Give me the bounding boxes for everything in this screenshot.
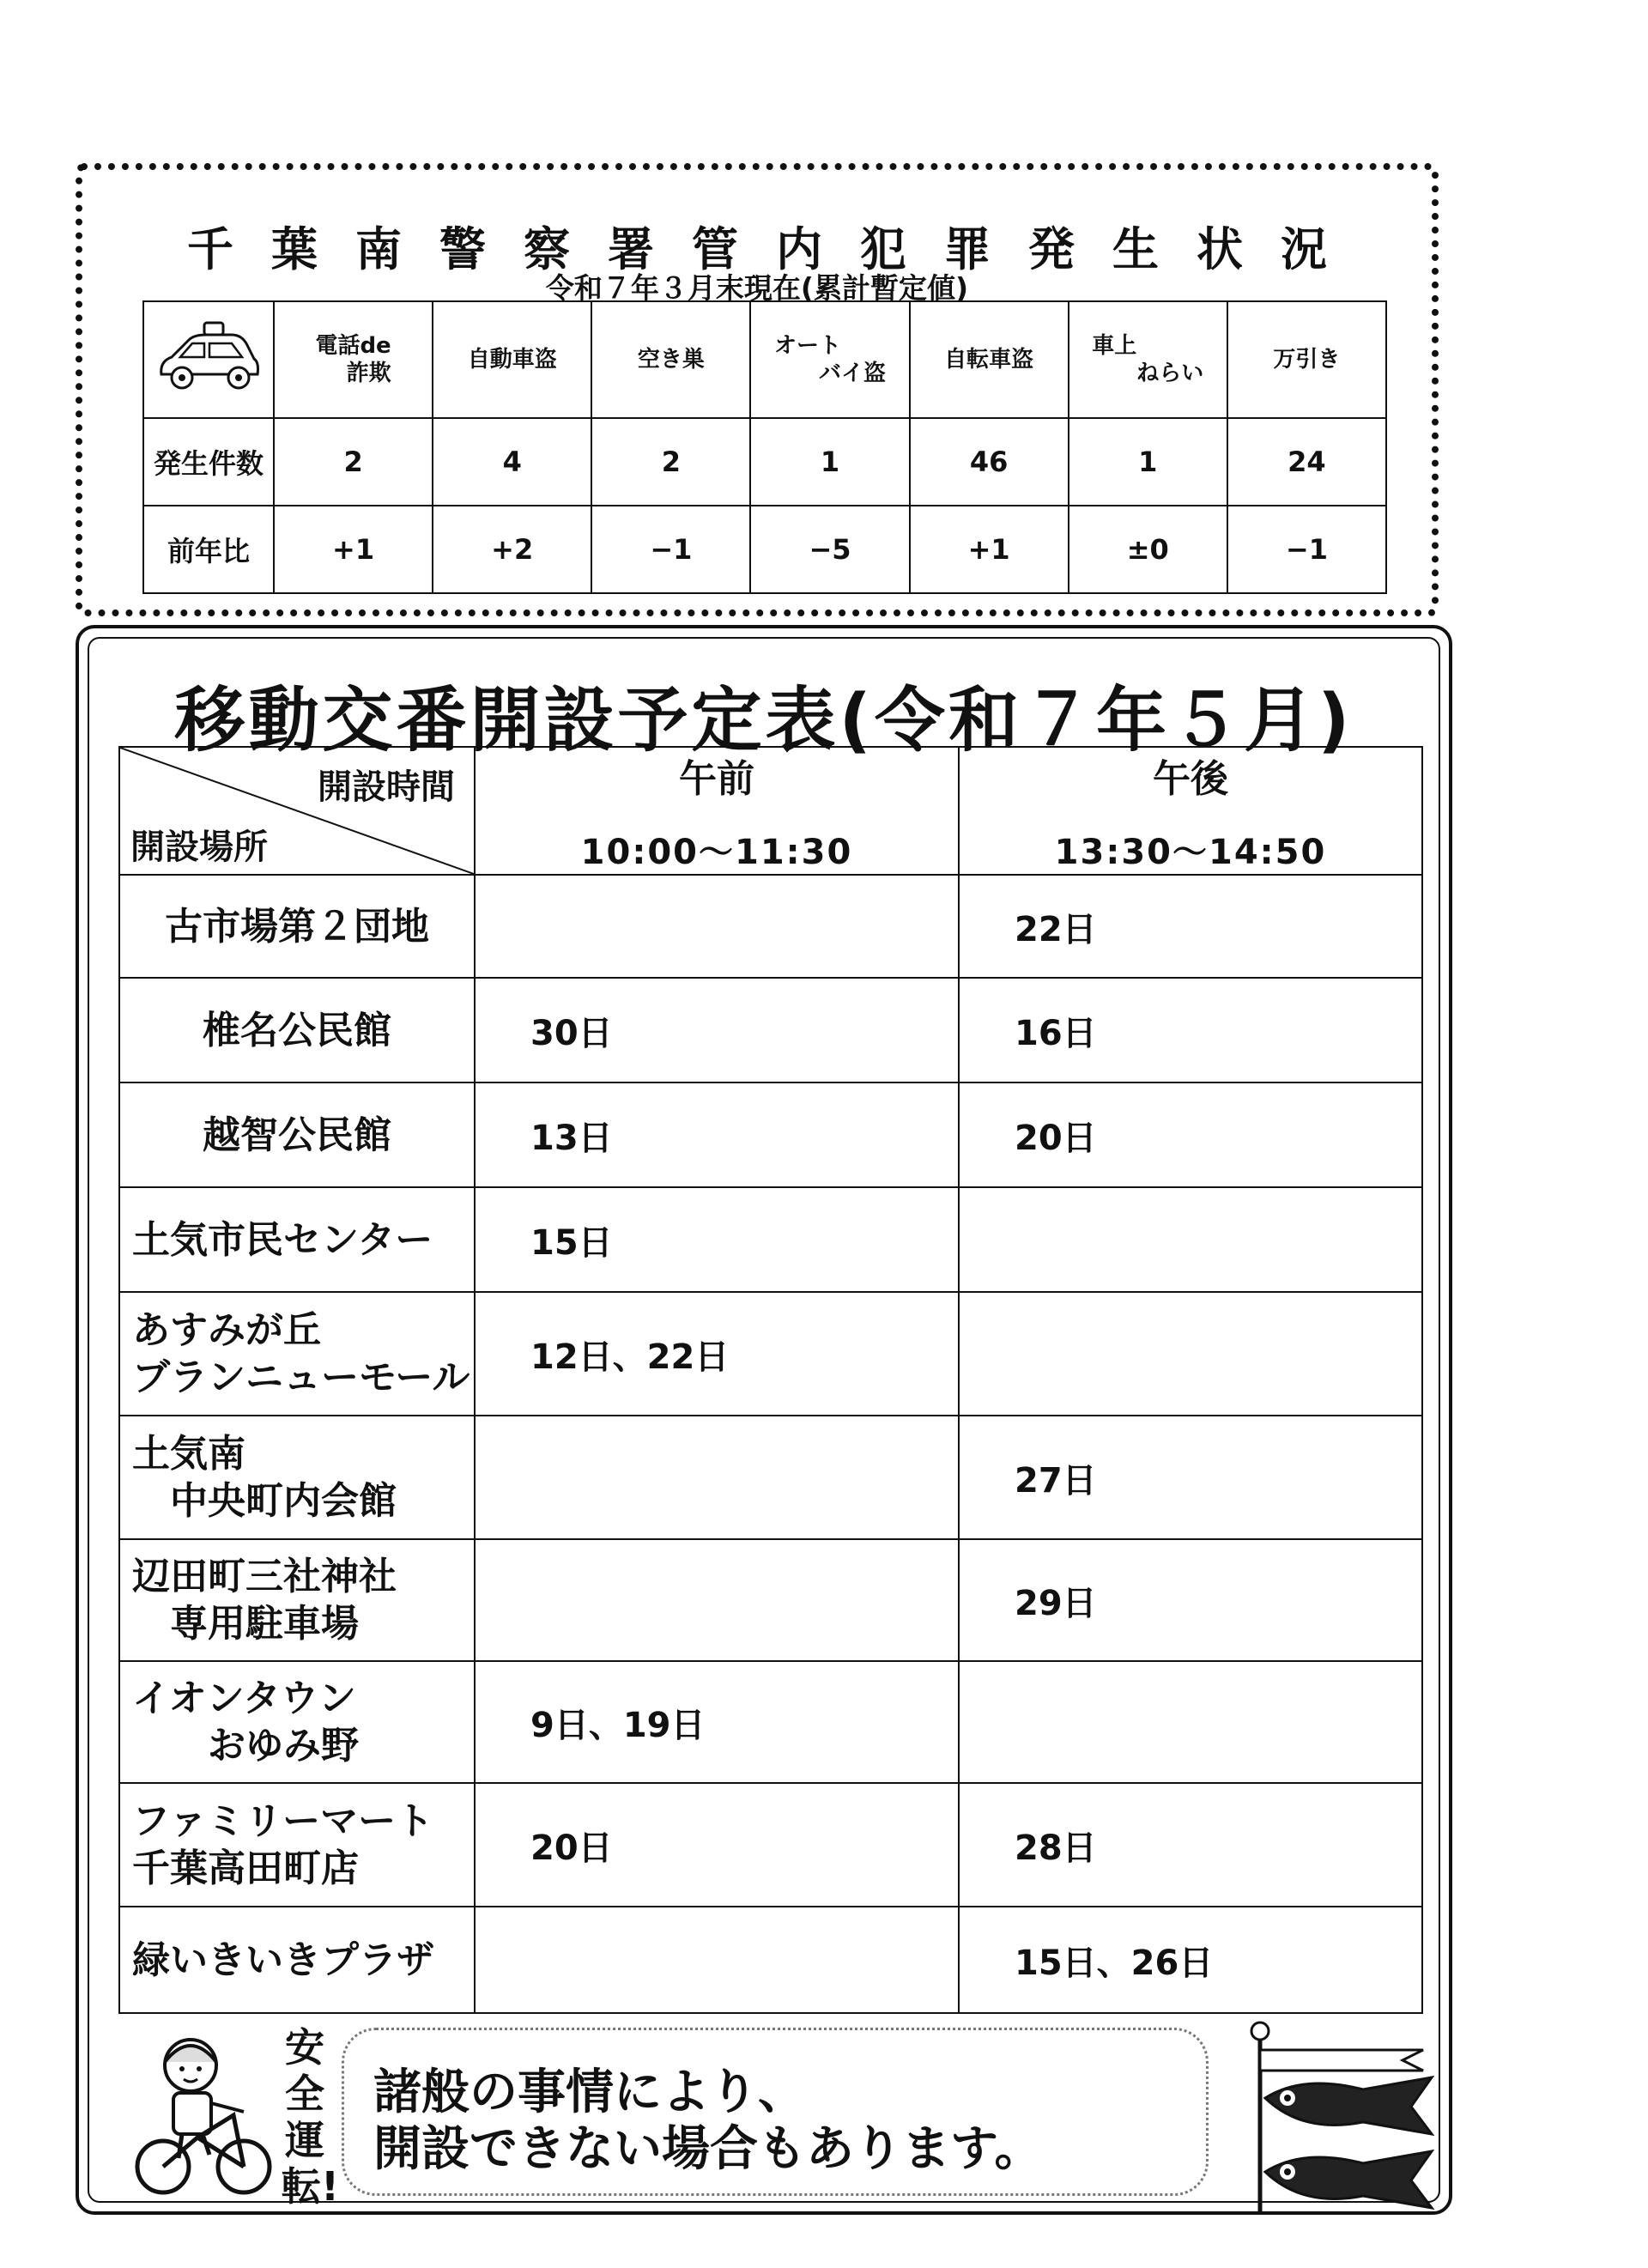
location-cell bbox=[119, 875, 475, 978]
police-car-illustration bbox=[143, 301, 274, 418]
location-cell bbox=[119, 1661, 475, 1783]
am-time: 10:00〜11:30 bbox=[580, 833, 853, 872]
crime-count: 4 bbox=[433, 418, 591, 506]
pm-date-cell: 20日 bbox=[959, 1082, 1422, 1187]
location-name: あすみが丘 ブランニューモール bbox=[132, 1308, 470, 1399]
police-car-icon bbox=[153, 314, 264, 400]
crime-category bbox=[910, 301, 1069, 418]
pm-date-cell: 15日、26日 bbox=[959, 1907, 1422, 2013]
crime-category bbox=[1069, 301, 1227, 418]
schedule-table bbox=[118, 746, 1423, 2014]
pm-date-cell bbox=[959, 1187, 1422, 1292]
crime-count: 24 bbox=[1227, 418, 1386, 506]
pm-time: 13:30〜14:50 bbox=[1054, 833, 1327, 872]
crime-diff: ±0 bbox=[1069, 506, 1227, 593]
diff-row-label: 前年比 bbox=[143, 506, 274, 593]
location-cell bbox=[119, 978, 475, 1082]
crime-header-row bbox=[143, 301, 1386, 418]
am-date-cell bbox=[475, 1907, 959, 2013]
crime-category-label: 自動車盗 bbox=[467, 346, 557, 373]
am-date-cell: 12日、22日 bbox=[475, 1292, 959, 1416]
crime-title: 千葉南警察署管内犯罪発生状況 bbox=[187, 222, 1365, 276]
crime-category bbox=[1227, 301, 1386, 418]
pm-date-cell: 29日 bbox=[959, 1539, 1422, 1661]
location-name: 緑いきいきプラザ bbox=[132, 1938, 434, 1982]
location-cell bbox=[119, 1783, 475, 1907]
pm-label: 午後 bbox=[1153, 757, 1228, 801]
crime-diff: +2 bbox=[433, 506, 591, 593]
am-date-cell: 15日 bbox=[475, 1187, 959, 1292]
crime-table bbox=[142, 300, 1387, 594]
am-date-cell: 13日 bbox=[475, 1082, 959, 1187]
location-cell bbox=[119, 1292, 475, 1416]
location-cell bbox=[119, 1907, 475, 2013]
crime-category bbox=[274, 301, 433, 418]
pm-date-cell bbox=[959, 1292, 1422, 1416]
crime-category-label: 万引き bbox=[1273, 346, 1341, 373]
time-header-label: 開設時間 bbox=[318, 767, 455, 807]
schedule-box bbox=[76, 625, 1452, 2215]
pm-date-cell: 28日 bbox=[959, 1783, 1422, 1907]
am-date-cell bbox=[475, 1539, 959, 1661]
notice-text: 諸般の事情により、 開設できない場合もあります。 bbox=[373, 2065, 1043, 2177]
schedule-row bbox=[119, 1292, 1422, 1416]
location-cell bbox=[119, 1082, 475, 1187]
schedule-header-row bbox=[119, 747, 1422, 875]
location-name: 古市場第２団地 bbox=[165, 904, 429, 949]
schedule-row bbox=[119, 1661, 1422, 1783]
am-date-cell: 9日、19日 bbox=[475, 1661, 959, 1783]
child-on-bicycle-icon bbox=[130, 2029, 276, 2201]
location-name: 越智公民館 bbox=[203, 1113, 391, 1157]
crime-category bbox=[750, 301, 909, 418]
crime-count: 2 bbox=[274, 418, 433, 506]
pm-date-cell: 22日 bbox=[959, 875, 1422, 978]
schedule-row bbox=[119, 1539, 1422, 1661]
schedule-title: 移動交番開設予定表(令和７年５月) bbox=[174, 680, 1354, 761]
am-date-cell: 20日 bbox=[475, 1783, 959, 1907]
crime-count: 1 bbox=[750, 418, 909, 506]
safety-label: 安全運転! bbox=[282, 2024, 339, 2210]
schedule-row bbox=[119, 1416, 1422, 1539]
location-name: ファミリーマート 千葉高田町店 bbox=[132, 1799, 434, 1890]
schedule-row bbox=[119, 1783, 1422, 1907]
koinobori-carp-streamer-icon bbox=[1234, 2021, 1440, 2211]
am-date-cell bbox=[475, 875, 959, 978]
schedule-inner-frame bbox=[88, 637, 1440, 2210]
crime-diff: +1 bbox=[910, 506, 1069, 593]
location-name: 土気市民センター bbox=[132, 1217, 433, 1262]
header-corner-cell bbox=[119, 747, 475, 875]
crime-diff-row bbox=[143, 506, 1386, 593]
location-name: 土気南 中央町内会館 bbox=[132, 1432, 397, 1523]
schedule-row bbox=[119, 1082, 1422, 1187]
notice-frame bbox=[342, 2028, 1209, 2196]
pm-date-cell bbox=[959, 1661, 1422, 1783]
schedule-row bbox=[119, 978, 1422, 1082]
notice-footer bbox=[118, 2021, 1440, 2213]
location-name: イオンタウン おゆみ野 bbox=[132, 1677, 359, 1768]
crime-diff: +1 bbox=[274, 506, 433, 593]
crime-subtitle: 令和７年３月末現在(累計暫定値) bbox=[545, 271, 969, 305]
schedule-row bbox=[119, 875, 1422, 978]
crime-category-label: 空き巣 bbox=[637, 346, 705, 373]
crime-count-row bbox=[143, 418, 1386, 506]
pm-date-cell: 27日 bbox=[959, 1416, 1422, 1539]
count-row-label: 発生件数 bbox=[143, 418, 274, 506]
crime-category bbox=[591, 301, 750, 418]
crime-diff: −1 bbox=[1227, 506, 1386, 593]
crime-count: 2 bbox=[591, 418, 750, 506]
am-header bbox=[475, 747, 959, 875]
am-date-cell: 30日 bbox=[475, 978, 959, 1082]
schedule-row bbox=[119, 1187, 1422, 1292]
am-date-cell bbox=[475, 1416, 959, 1539]
crime-count: 46 bbox=[910, 418, 1069, 506]
crime-category-label: オート バイ盗 bbox=[773, 332, 886, 386]
crime-category-label: 自転車盗 bbox=[944, 346, 1034, 373]
location-cell bbox=[119, 1539, 475, 1661]
location-name: 椎名公民館 bbox=[203, 1008, 391, 1052]
place-header-label: 開設場所 bbox=[130, 828, 268, 867]
crime-diff: −5 bbox=[750, 506, 909, 593]
crime-stats-box bbox=[76, 163, 1439, 616]
pm-header bbox=[959, 747, 1422, 875]
crime-diff: −1 bbox=[591, 506, 750, 593]
location-cell bbox=[119, 1416, 475, 1539]
pm-date-cell: 16日 bbox=[959, 978, 1422, 1082]
crime-category-label: 電話de 詐欺 bbox=[315, 332, 391, 386]
location-cell bbox=[119, 1187, 475, 1292]
crime-count: 1 bbox=[1069, 418, 1227, 506]
location-name: 辺田町三社神社 専用駐車場 bbox=[132, 1555, 397, 1646]
crime-category-label: 車上 ねらい bbox=[1092, 332, 1204, 386]
crime-category bbox=[433, 301, 591, 418]
am-label: 午前 bbox=[679, 757, 754, 801]
schedule-row bbox=[119, 1907, 1422, 2013]
